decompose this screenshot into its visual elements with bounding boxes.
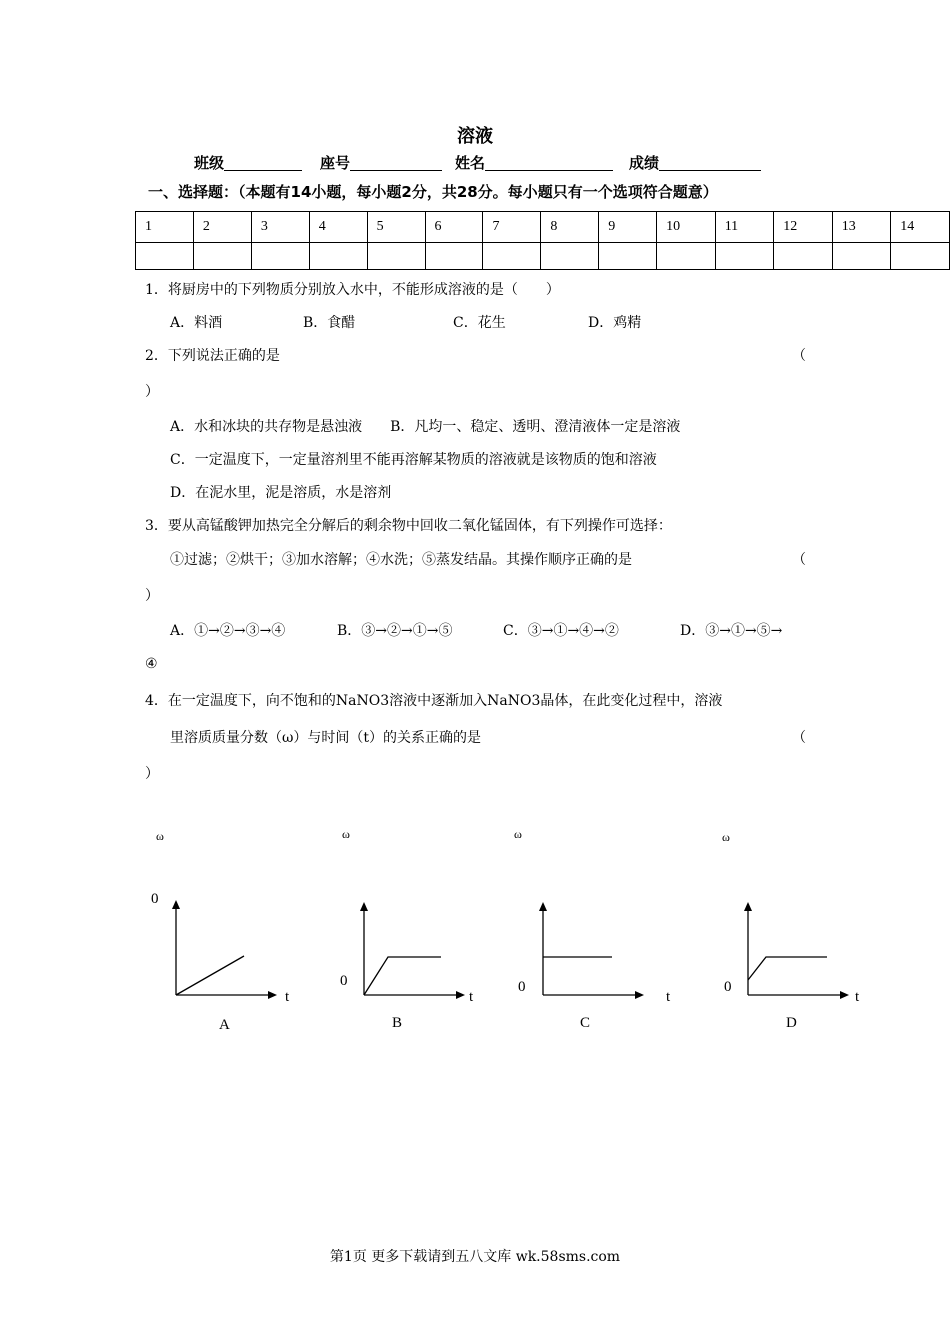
answer-header-cell: 11 bbox=[715, 212, 774, 243]
graph-a-t-label: t bbox=[285, 989, 290, 1005]
answer-header-cell: 1 bbox=[136, 212, 194, 243]
answer-cell[interactable] bbox=[251, 243, 309, 270]
name-field bbox=[455, 152, 613, 173]
answer-table bbox=[135, 211, 950, 270]
graph-c-x-arrow bbox=[635, 991, 644, 999]
question-4-paren-close: ） bbox=[145, 766, 159, 782]
answer-header-cell: 13 bbox=[832, 212, 891, 243]
question-3-paren-close: ） bbox=[145, 588, 159, 604]
class-label: 班级 bbox=[194, 154, 225, 172]
graph-c-y-arrow bbox=[539, 902, 547, 911]
answer-cell[interactable] bbox=[715, 243, 774, 270]
question-3-option-b: B．③→②→①→⑤ bbox=[337, 623, 453, 639]
graph-c-plot bbox=[532, 902, 652, 1002]
answer-cell[interactable] bbox=[891, 243, 950, 270]
question-2-paren-close: ） bbox=[145, 384, 159, 400]
answer-cell[interactable] bbox=[136, 243, 194, 270]
graph-d-plot bbox=[737, 902, 857, 1002]
answer-cell[interactable] bbox=[193, 243, 251, 270]
graph-a-plot bbox=[165, 900, 285, 1004]
question-4-line2: 里溶质质量分数（ω）与时间（t）的关系正确的是 bbox=[170, 730, 482, 746]
answer-cell[interactable] bbox=[367, 243, 425, 270]
answer-header-cell: 3 bbox=[251, 212, 309, 243]
answer-header-cell: 4 bbox=[309, 212, 367, 243]
score-blank[interactable] bbox=[659, 154, 761, 171]
graph-c-t-label: t bbox=[666, 989, 671, 1005]
page-footer: 第1页 更多下载请到五八文库 wk.58sms.com bbox=[329, 1249, 621, 1265]
question-3-option-d-wrap: ④ bbox=[145, 656, 158, 672]
seat-field bbox=[320, 152, 442, 173]
graph-b-zero-label: 0 bbox=[340, 973, 348, 989]
question-1-option-d: D．鸡精 bbox=[588, 315, 642, 331]
question-1-stem: 1．将厨房中的下列物质分别放入水中，不能形成溶液的是（ ） bbox=[145, 282, 560, 298]
answer-table-header-row bbox=[136, 212, 950, 243]
answer-header-cell: 10 bbox=[657, 212, 716, 243]
graph-a-letter: A bbox=[219, 1017, 230, 1033]
question-3-option-d: D．③→①→⑤→ bbox=[680, 623, 783, 639]
name-label: 姓名 bbox=[455, 154, 486, 172]
graph-a-y-arrow bbox=[172, 900, 180, 909]
question-1-option-c: C．花生 bbox=[453, 315, 506, 331]
graph-a-zero-label: 0 bbox=[151, 891, 159, 907]
answer-cell[interactable] bbox=[483, 243, 541, 270]
graph-b-t-label: t bbox=[469, 989, 474, 1005]
graph-d-y-arrow bbox=[744, 902, 752, 911]
answer-header-cell: 9 bbox=[599, 212, 657, 243]
class-field bbox=[194, 152, 302, 173]
graph-c-omega-label: ω bbox=[514, 827, 522, 841]
graph-b-letter: B bbox=[392, 1015, 403, 1031]
answer-header-cell: 6 bbox=[425, 212, 483, 243]
graph-a-curve bbox=[176, 956, 244, 995]
question-3-option-c: C．③→①→④→② bbox=[503, 623, 619, 639]
question-2-paren-open: （ bbox=[792, 348, 806, 364]
graph-d-x-arrow bbox=[840, 991, 849, 999]
graph-b-curve bbox=[364, 957, 441, 995]
answer-cell[interactable] bbox=[657, 243, 716, 270]
page-title: 溶液 bbox=[457, 126, 493, 147]
question-4-paren-open: （ bbox=[792, 730, 806, 746]
question-2-option-d: D．在泥水里，泥是溶质，水是溶剂 bbox=[170, 485, 392, 501]
answer-cell[interactable] bbox=[774, 243, 833, 270]
graph-d-zero-label: 0 bbox=[724, 979, 732, 995]
class-blank[interactable] bbox=[224, 154, 302, 171]
question-1-option-b: B．食醋 bbox=[303, 315, 356, 331]
score-field bbox=[629, 152, 761, 173]
answer-header-cell: 14 bbox=[891, 212, 950, 243]
answer-cell[interactable] bbox=[599, 243, 657, 270]
graph-c-zero-label: 0 bbox=[518, 979, 526, 995]
answer-cell[interactable] bbox=[832, 243, 891, 270]
graph-b-plot bbox=[353, 902, 473, 1002]
graph-b-x-arrow bbox=[456, 991, 465, 999]
seat-blank[interactable] bbox=[350, 154, 442, 171]
answer-cell[interactable] bbox=[425, 243, 483, 270]
seat-label: 座号 bbox=[320, 154, 351, 172]
graph-b-omega-label: ω bbox=[342, 827, 350, 841]
section-heading: 一、选择题：（本题有14小题，每小题2分，共28分。每小题只有一个选项符合题意） bbox=[148, 183, 718, 201]
question-3-stem: 3．要从高锰酸钾加热完全分解后的剩余物中回收二氧化锰固体，有下列操作可选择： bbox=[145, 518, 672, 534]
question-1-option-a: A．料酒 bbox=[170, 315, 223, 331]
answer-cell[interactable] bbox=[309, 243, 367, 270]
question-4-stem: 4．在一定温度下，向不饱和的NaNO3溶液中逐渐加入NaNO3晶体，在此变化过程中，溶液 bbox=[145, 693, 723, 709]
graph-d-omega-label: ω bbox=[722, 830, 730, 844]
answer-header-cell: 12 bbox=[774, 212, 833, 243]
answer-header-cell: 7 bbox=[483, 212, 541, 243]
question-2-option-ab: A．水和冰块的共存物是悬浊液 B．凡均一、稳定、透明、澄清液体一定是溶液 bbox=[170, 419, 681, 435]
question-3-paren-open: （ bbox=[792, 552, 806, 568]
question-2-stem: 2．下列说法正确的是 bbox=[145, 348, 280, 364]
graph-d-t-label: t bbox=[855, 989, 860, 1005]
answer-header-cell: 2 bbox=[193, 212, 251, 243]
score-label: 成绩 bbox=[629, 154, 660, 172]
answer-header-cell: 5 bbox=[367, 212, 425, 243]
name-blank[interactable] bbox=[485, 154, 613, 171]
graph-d-letter: D bbox=[786, 1015, 797, 1031]
answer-cell[interactable] bbox=[541, 243, 599, 270]
graph-d-curve bbox=[748, 957, 827, 980]
question-2-option-c: C．一定温度下，一定量溶剂里不能再溶解某物质的溶液就是该物质的饱和溶液 bbox=[170, 452, 657, 468]
graph-c-letter: C bbox=[580, 1015, 591, 1031]
graph-a-omega-label: ω bbox=[156, 829, 164, 843]
graph-a-x-arrow bbox=[268, 991, 277, 999]
graph-b-y-arrow bbox=[360, 902, 368, 911]
question-3-line2: ①过滤；②烘干；③加水溶解；④水洗；⑤蒸发结晶。其操作顺序正确的是 bbox=[170, 552, 632, 568]
answer-table-input-row bbox=[136, 243, 950, 270]
question-3-option-a: A．①→②→③→④ bbox=[170, 623, 286, 639]
answer-header-cell: 8 bbox=[541, 212, 599, 243]
